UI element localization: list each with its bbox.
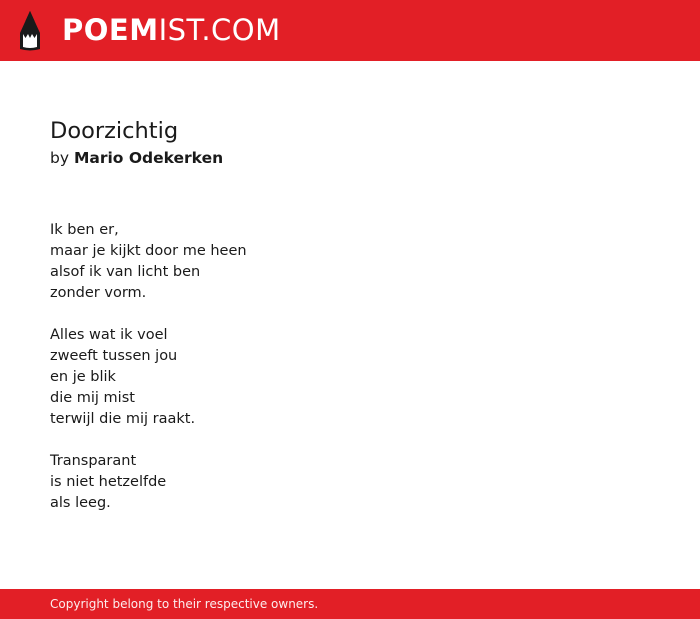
poem-line: en je blik [50,369,116,385]
poem-line: Transparant [50,453,137,469]
poem-line: is niet hetzelfde [50,474,167,490]
poem-author: Mario Odekerken [73,149,224,167]
copyright-text: Copyright belong to their respective owners. [50,597,319,611]
poem-line: die mij mist [50,390,135,406]
poem-line: Ik ben er, [50,222,119,238]
poem-line: Alles wat ik voel [50,327,168,343]
pencil-tip-icon [18,11,42,51]
site-header [0,0,700,61]
poem-line: terwijl die mij raakt. [50,411,196,427]
poem-line: als leeg. [50,495,111,511]
by-label: by [50,149,70,167]
poem-stanza [50,220,650,304]
logo-bold-text: POEM [62,13,159,47]
poem-byline [50,146,650,170]
poem-stanza [50,325,650,430]
poem-body [50,220,650,514]
poem-line: alsof ik van licht ben [50,264,201,280]
poem-content [50,116,650,535]
site-logo-link[interactable] [18,0,281,61]
poem-stanza [50,451,650,514]
poem-line: zonder vorm. [50,285,147,301]
site-logo-text [62,13,281,47]
site-footer [0,589,700,619]
poem-line: zweeft tussen jou [50,348,178,364]
poem-line: maar je kijkt door me heen [50,243,247,259]
logo-light-text: IST.COM [158,13,281,47]
poem-title: Doorzichtig [50,118,179,144]
